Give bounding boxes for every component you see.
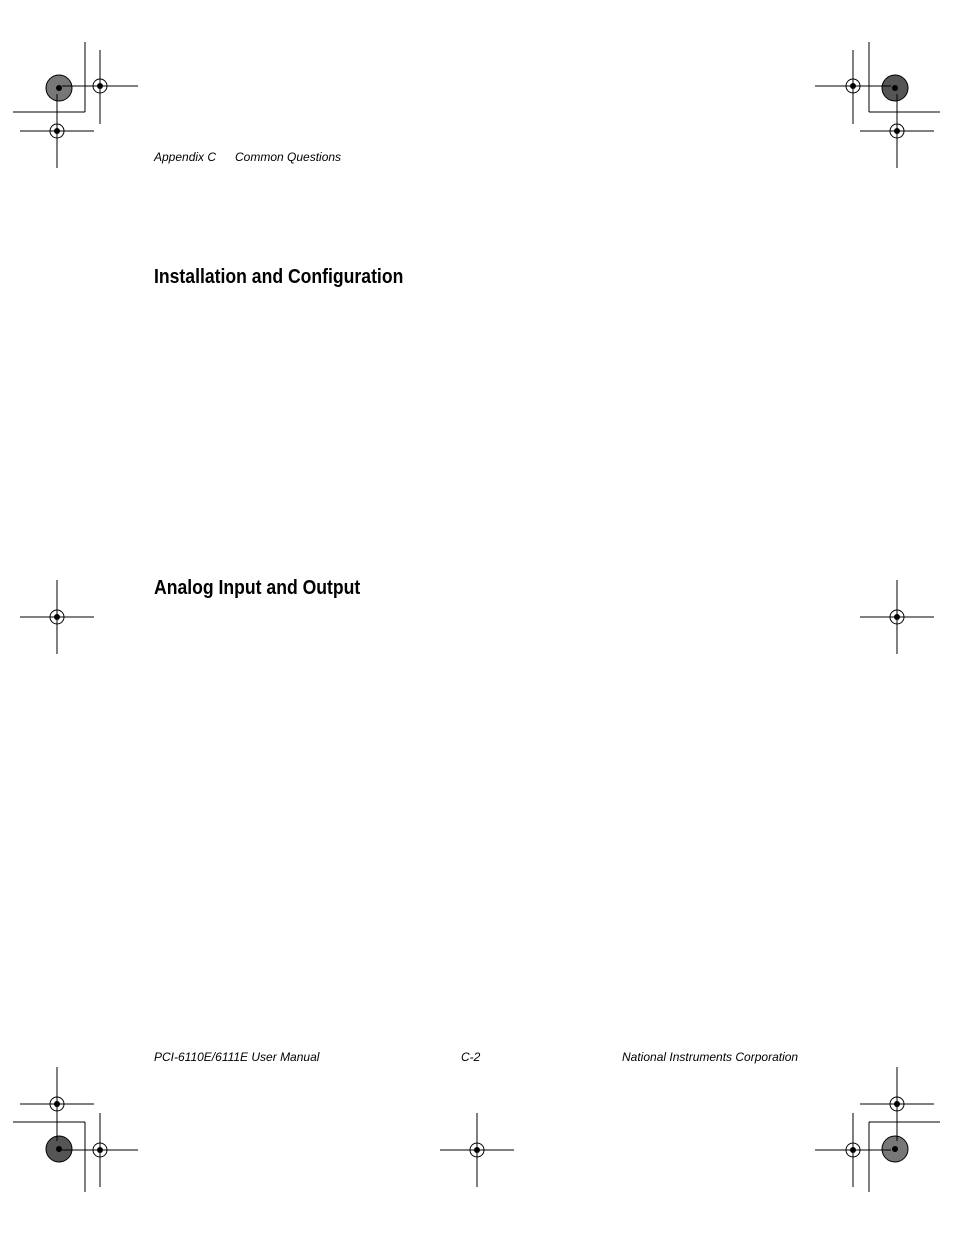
section-heading-analog-io: Analog Input and Output [154,577,361,599]
footer-page-number: C-2 [461,1050,481,1064]
section-heading-installation: Installation and Configuration [154,266,404,288]
running-header [154,150,341,164]
footer-company: National Instruments Corporation [622,1050,799,1064]
chapter-label: Appendix C [154,150,217,164]
chapter-title: Common Questions [235,150,342,164]
star-target-icon [46,75,72,101]
star-target-icon [882,1136,908,1162]
star-target-icon [46,1136,72,1162]
footer-manual-title: PCI-6110E/6111E User Manual [154,1050,320,1064]
star-target-icon [882,75,908,101]
